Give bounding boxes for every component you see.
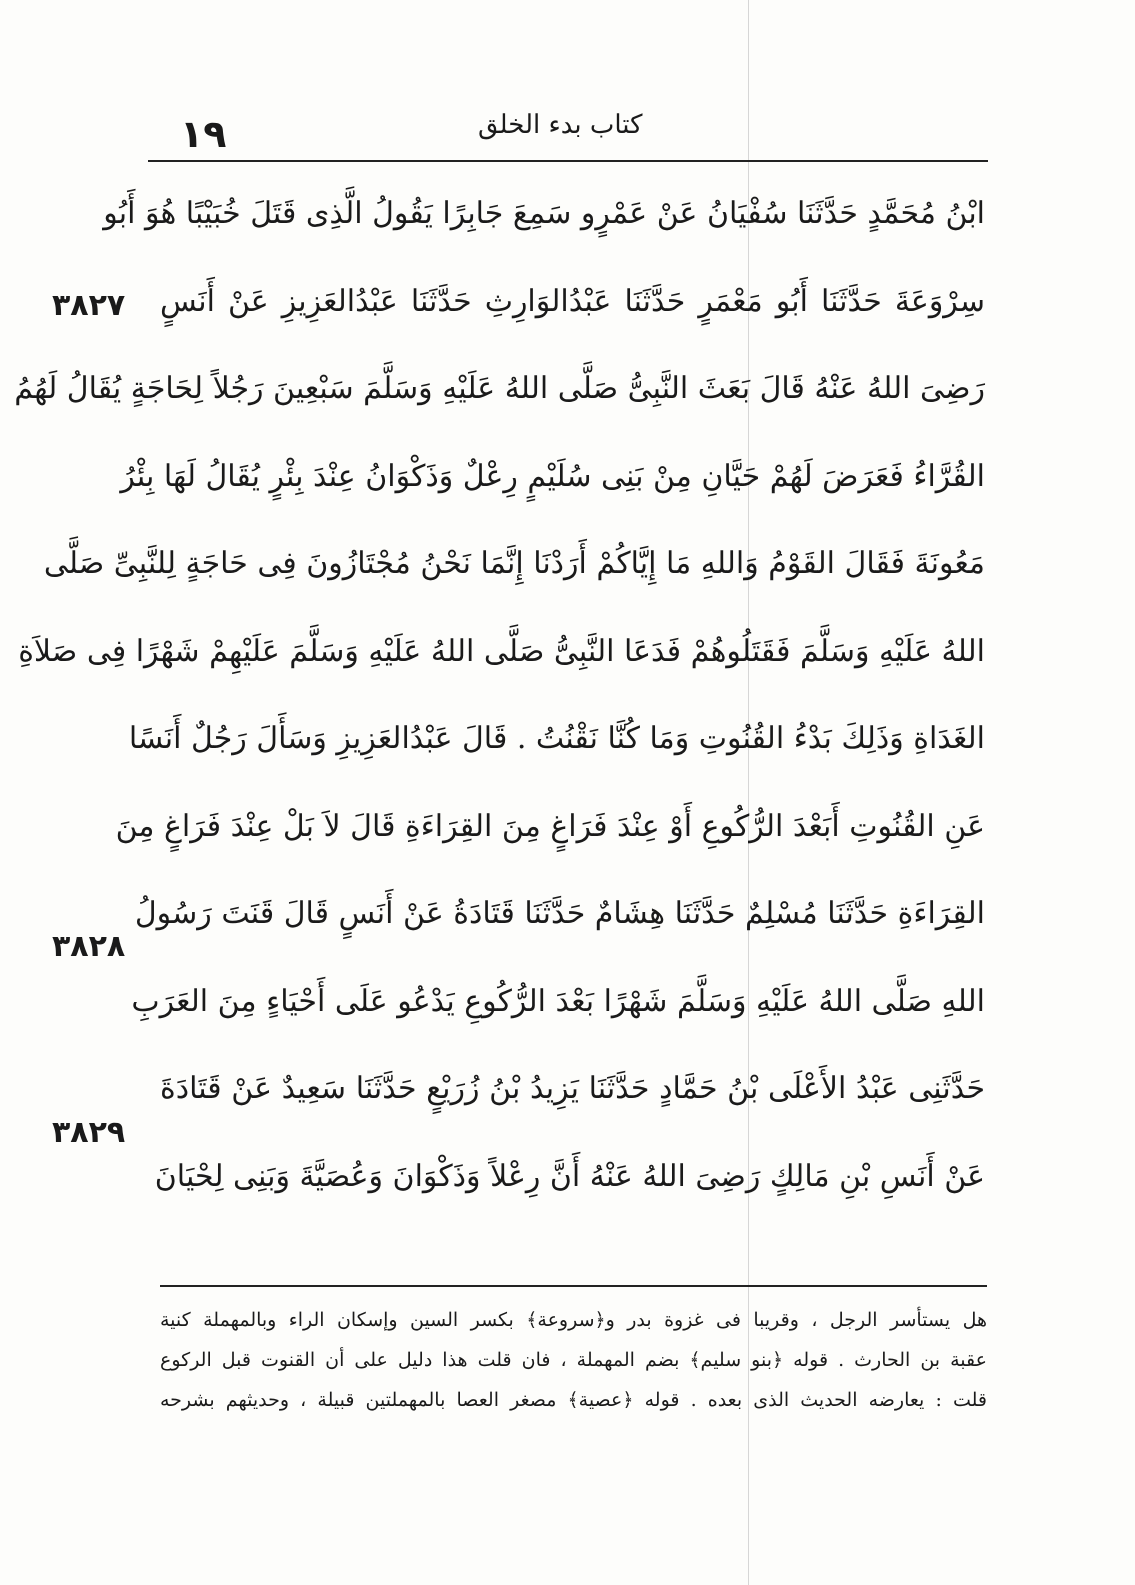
text-line: سِرْوَعَةَ حَدَّثَنَا أَبُو مَعْمَرٍ حَدَّثَنَا عَبْدُالوَارِثِ حَدَّثَنَا عَبْدُالعَزِيزِ عَنْ أَنَسٍ: [160, 283, 985, 319]
footnotes: [160, 1300, 987, 1420]
text-line: اللهُ عَلَيْهِ وَسَلَّمَ فَقَتَلُوهُمْ فَدَعَا النَّبِىُّ صَلَّى اللهُ عَلَيْهِ وَسَلَّمَ عَلَيْهِمْ شَهْرًا فِى صَلاَةِ: [18, 633, 985, 669]
text-line: رَضِىَ اللهُ عَنْهُ قَالَ بَعَثَ النَّبِىُّ صَلَّى اللهُ عَلَيْهِ وَسَلَّمَ سَبْعِينَ رَجُلاً لِحَاجَةٍ يُقَالُ لَهُمُ: [14, 371, 985, 406]
hadith-number: ٣٨٢٧: [52, 288, 126, 323]
header-rule: [148, 160, 988, 162]
footnote-line: هل يستأسر الرجل ، وقريبا فى غزوة بدر و﴿سروعة﴾ بكسر السين وإسكان الراء وبالمهملة كنية: [160, 1309, 987, 1331]
text-line: القُرَّاءُ فَعَرَضَ لَهُمْ حَيَّانِ مِنْ بَنِى سُلَيْمٍ رِعْلٌ وَذَكْوَانُ عِنْدَ بِئْرٍ يُقَالُ لَهَا بِئْرُ: [120, 458, 985, 494]
text-line: الغَدَاةِ وَذَلِكَ بَدْءُ القُنُوتِ وَمَا كُنَّا نَقْنُتُ . قَالَ عَبْدُالعَزِيزِ وَسَأَلَ رَجُلٌ أَنَسًا: [128, 721, 985, 756]
footnote-line: عقبة بن الحارث . قوله ﴿بنو سليم﴾ بضم المهملة ، فان قلت هذا دليل على أن القنوت قبل الركوع: [160, 1349, 987, 1371]
text-line: مَعُونَةَ فَقَالَ القَوْمُ وَاللهِ مَا إِيَّاكُمْ أَرَدْنَا إِنَّمَا نَحْنُ مُجْتَازُونَ فِى حَاجَةٍ لِلنَّبِىِّ صَلَّى: [43, 546, 985, 581]
running-title: كتاب بدء الخلق: [478, 110, 643, 140]
page-number: ١٩: [180, 112, 227, 156]
hadith-number: ٣٨٢٩: [52, 1115, 126, 1150]
text-line: عَنْ أَنَسِ بْنِ مَالِكٍ رَضِىَ اللهُ عَنْهُ أَنَّ رِعْلاً وَذَكْوَانَ وَعُصَيَّةَ وَبَنِى لِحْيَانَ: [154, 1158, 985, 1194]
text-line: عَنِ القُنُوتِ أَبَعْدَ الرُّكُوعِ أَوْ عِنْدَ فَرَاغٍ مِنَ القِرَاءَةِ قَالَ لاَ بَلْ عِنْدَ فَرَاغٍ مِنَ: [115, 808, 985, 844]
page-header: [148, 100, 988, 160]
footnote-line: قلت : يعارضه الحديث الذى بعده . قوله ﴿عصية﴾ مصغر العصا بالمهملتين قبيلة ، وحديثهم بشرحه: [160, 1389, 987, 1411]
text-line: اللهِ صَلَّى اللهُ عَلَيْهِ وَسَلَّمَ شَهْرًا بَعْدَ الرُّكُوعِ يَدْعُو عَلَى أَحْيَاءٍ مِنَ العَرَبِ: [131, 983, 985, 1019]
hadith-number: ٣٨٢٨: [52, 929, 126, 964]
text-line: حَدَّثَنِى عَبْدُ الأَعْلَى بْنُ حَمَّادٍ حَدَّثَنَا يَزِيدُ بْنُ زُرَيْعٍ حَدَّثَنَا سَعِيدٌ عَنْ قَتَادَةَ: [160, 1071, 985, 1106]
text-line: ابْنُ مُحَمَّدٍ حَدَّثَنَا سُفْيَانُ عَنْ عَمْرٍو سَمِعَ جَابِرًا يَقُولُ الَّذِى قَتَلَ خُبَيْبًا هُوَ أَبُو: [103, 196, 985, 231]
text-line: القِرَاءَةِ حَدَّثَنَا مُسْلِمٌ حَدَّثَنَا هِشَامٌ حَدَّثَنَا قَتَادَةُ عَنْ أَنَسٍ قَالَ قَنَتَ رَسُولُ: [134, 896, 985, 931]
footnote-rule: [160, 1285, 987, 1287]
